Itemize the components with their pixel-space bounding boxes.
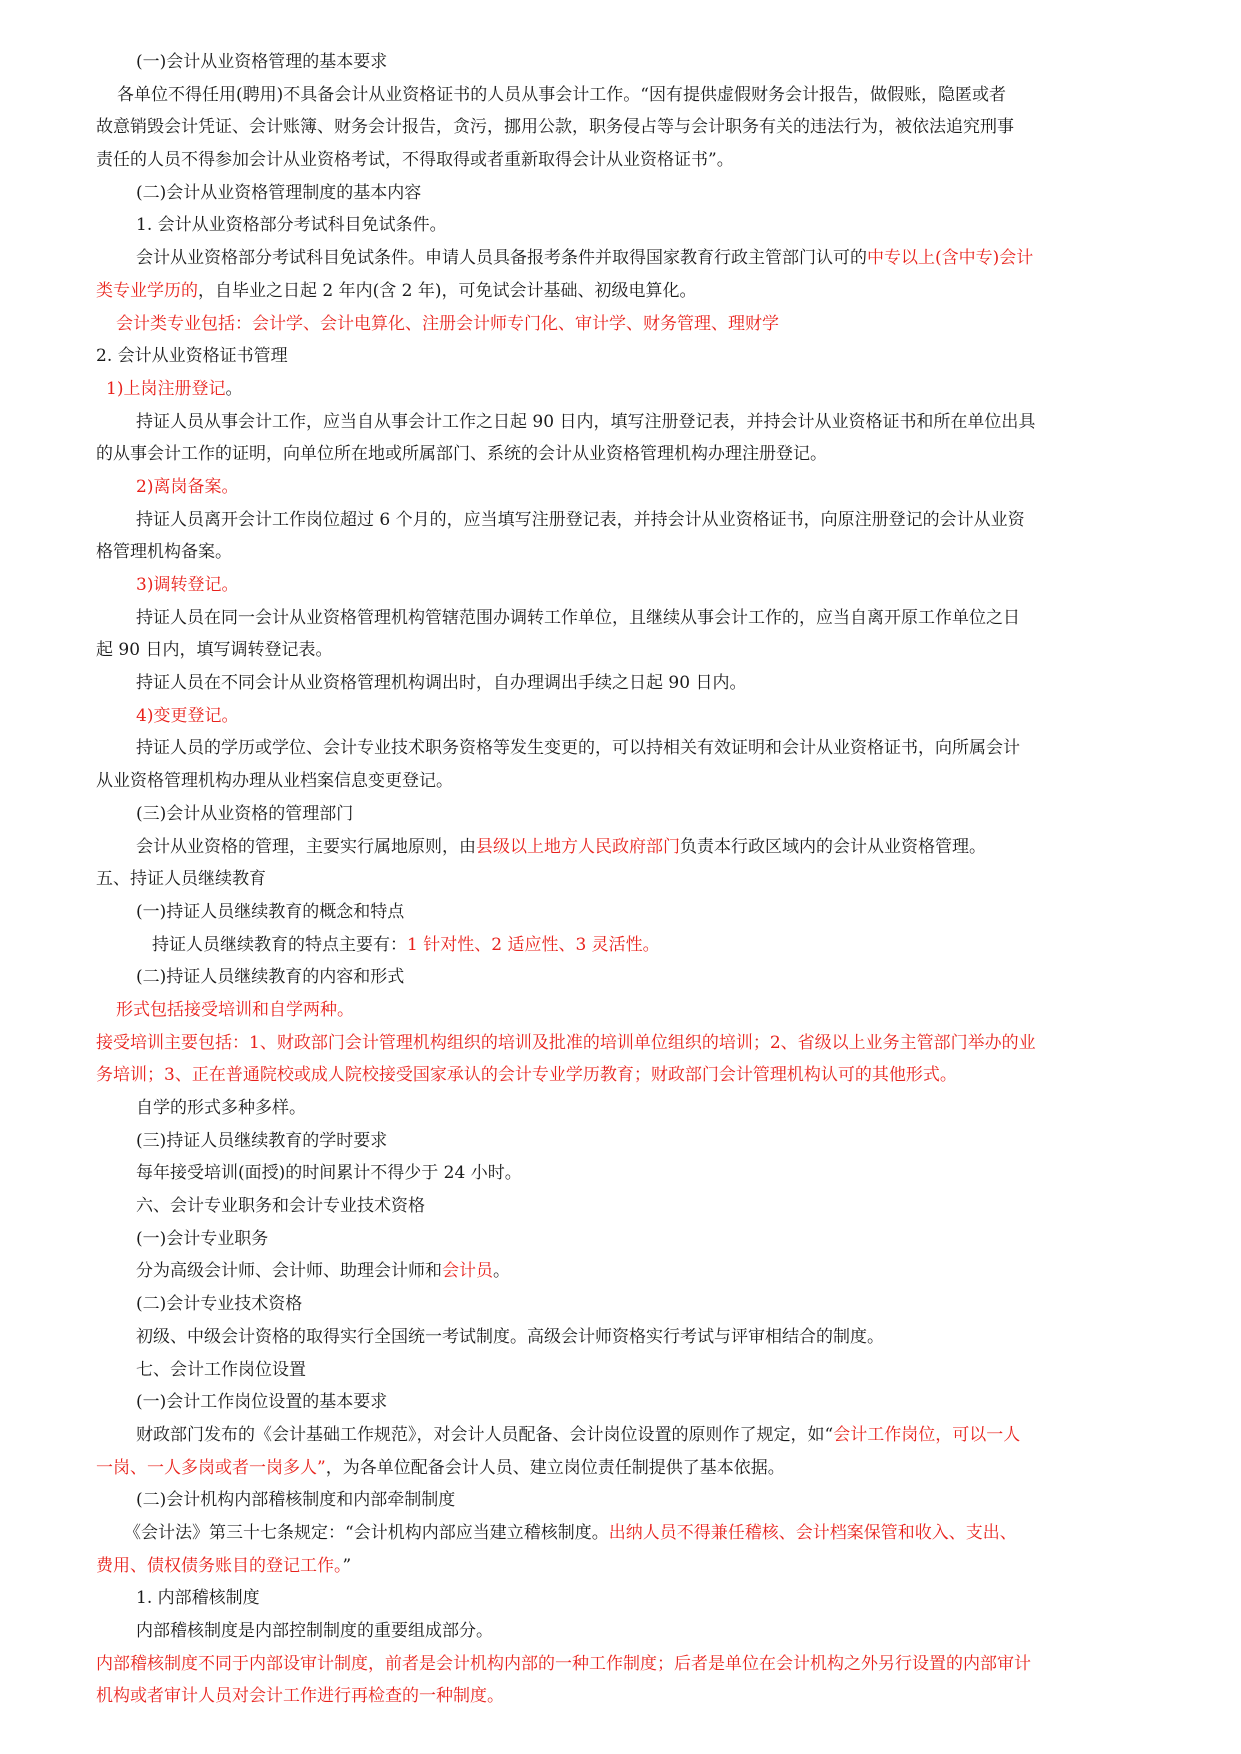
text-line (96, 79, 1111, 112)
text-line (96, 1027, 1111, 1060)
text-line (96, 1484, 1111, 1517)
emphasis-text: 机构或者审计人员对会计工作进行再检查的一种制度。 (96, 1686, 504, 1707)
body-text: 各单位不得任用(聘用)不具备会计从业资格证书的人员从事会计工作。“因有提供虚假财务会计报告，做假账，隐匿或者 (117, 84, 1006, 105)
text-line (96, 732, 1111, 765)
text-line (96, 1680, 1111, 1713)
text-line (96, 1125, 1111, 1158)
text-line (96, 1517, 1111, 1550)
body-text: 1. 会计从业资格部分考试科目免试条件。 (136, 215, 447, 236)
emphasis-text: 形式包括接受培训和自学两种。 (116, 999, 354, 1020)
body-text: 分为高级会计师、会计师、助理会计师和 (136, 1261, 442, 1282)
body-text: 会计从业资格的管理，主要实行属地原则，由 (136, 836, 476, 857)
body-text: (三)会计从业资格的管理部门 (136, 803, 354, 824)
text-line (96, 177, 1111, 210)
text-line (96, 111, 1111, 144)
body-text: (一)会计工作岗位设置的基本要求 (136, 1392, 388, 1413)
text-line (96, 438, 1111, 471)
body-text: (一)会计专业职务 (136, 1228, 269, 1249)
text-line (96, 536, 1111, 569)
body-text: 的从事会计工作的证明，向单位所在地或所属部门、系统的会计从业资格管理机构办理注册登记。 (96, 444, 827, 465)
emphasis-text: 4)变更登记。 (136, 705, 239, 726)
body-text: 持证人员在不同会计从业资格管理机构调出时，自办理调出手续之日起 90 日内。 (136, 673, 747, 694)
body-text: 自学的形式多种多样。 (136, 1098, 306, 1118)
body-text: (一)持证人员继续教育的概念和特点 (136, 901, 405, 922)
body-text: 。 (225, 378, 243, 399)
text-line (96, 1223, 1111, 1256)
body-text: 负责本行政区域内的会计从业资格管理。 (680, 836, 986, 857)
body-text: 从业资格管理机构办理从业档案信息变更登记。 (96, 771, 453, 792)
emphasis-text: 务培训；3、正在普通院校或成人院校接受国家承认的会计专业学历教育；财政部门会计管理机构认可的其他形式。 (96, 1065, 957, 1086)
text-line (96, 1255, 1111, 1288)
body-text: 格管理机构备案。 (96, 542, 232, 563)
emphasis-text: 出纳人员不得兼任稽核、会计档案保管和收入、支出、 (608, 1522, 1017, 1543)
text-line (96, 863, 1111, 896)
body-text: 初级、中级会计资格的取得实行全国统一考试制度。高级会计师资格实行考试与评审相结合的制度。 (136, 1326, 884, 1347)
text-line (96, 667, 1111, 700)
body-text: 故意销毁会计凭证、会计账簿、财务会计报告，贪污，挪用公款，职务侵占等与会计职务有关的违法行为，被依法追究刑事 (96, 117, 1014, 138)
text-line (96, 1059, 1111, 1092)
text-line (96, 1550, 1111, 1583)
body-text: 起 90 日内，填写调转登记表。 (96, 640, 333, 661)
body-text: ，自毕业之日起 2 年内(含 2 年)，可免试会计基础、初级电算化。 (198, 280, 697, 301)
emphasis-text: 县级以上地方人民政府部门 (476, 836, 680, 857)
text-line (96, 700, 1111, 733)
body-text: ” (342, 1555, 352, 1576)
body-text: (一)会计从业资格管理的基本要求 (136, 52, 388, 72)
emphasis-text: 内部稽核制度不同于内部设审计制度，前者是会计机构内部的一种工作制度；后者是单位在会计机构之外另行设置的内部审计 (96, 1653, 1031, 1674)
text-line (96, 340, 1111, 373)
text-line (96, 1386, 1111, 1419)
text-line (96, 634, 1111, 667)
emphasis-text: 2)离岗备案。 (136, 476, 239, 497)
text-line (96, 144, 1111, 177)
body-text: 七、会计工作岗位设置 (136, 1359, 306, 1380)
text-line (96, 1582, 1111, 1615)
text-line (96, 46, 1111, 79)
text-line (96, 569, 1111, 602)
body-text: 《会计法》第三十七条规定：“会计机构内部应当建立稽核制度。 (124, 1522, 609, 1543)
emphasis-text: 类专业学历的 (96, 280, 198, 301)
body-text: 六、会计专业职务和会计专业技术资格 (136, 1196, 425, 1217)
text-line (96, 471, 1111, 504)
body-text: 持证人员从事会计工作，应当自从事会计工作之日起 90 日内，填写注册登记表，并持会计从业资格证书和所在单位出具 (136, 411, 1036, 432)
emphasis-text: 会计类专业包括：会计学、会计电算化、注册会计师专门化、审计学、财务管理、理财学 (116, 313, 779, 334)
body-text: 持证人员继续教育的特点主要有： (152, 934, 407, 955)
text-line (96, 1190, 1111, 1223)
body-text: 会计从业资格部分考试科目免试条件。申请人员具备报考条件并取得国家教育行政主管部门认可的 (136, 248, 867, 269)
text-line (96, 308, 1111, 341)
text-line (96, 1648, 1111, 1681)
body-text: 持证人员在同一会计从业资格管理机构管辖范围办调转工作单位，且继续从事会计工作的，应当自离开原工作单位之日 (136, 607, 1020, 628)
text-line (96, 1288, 1111, 1321)
emphasis-text: 3)调转登记。 (136, 575, 239, 595)
body-text: 持证人员离开会计工作岗位超过 6 个月的，应当填写注册登记表，并持会计从业资格证书，向原注册登记的会计从业资 (136, 509, 1025, 530)
text-line (96, 406, 1111, 439)
body-text: 每年接受培训(面授)的时间累计不得少于 24 小时。 (136, 1163, 522, 1184)
body-text: (二)会计专业技术资格 (136, 1294, 303, 1315)
body-text: 2. 会计从业资格证书管理 (96, 346, 288, 367)
text-line (96, 961, 1111, 994)
text-line (96, 896, 1111, 929)
text-line (96, 275, 1111, 308)
emphasis-text: 1)上岗注册登记 (106, 378, 226, 399)
emphasis-text: 会计员 (442, 1261, 493, 1282)
text-line (96, 765, 1111, 798)
emphasis-text: 费用、债权债务账目的登记工作。 (96, 1555, 343, 1576)
text-line (96, 373, 1111, 406)
text-line (96, 1354, 1111, 1387)
text-line (96, 1321, 1111, 1354)
text-line (96, 1452, 1111, 1485)
emphasis-text: 接受培训主要包括：1、财政部门会计管理机构组织的培训及批准的培训单位组织的培训；2、省级以上业务主管部门举办的业 (96, 1032, 1036, 1053)
text-line (96, 504, 1111, 537)
body-text: 责任的人员不得参加会计从业资格考试，不得取得或者重新取得会计从业资格证书”。 (96, 150, 734, 171)
text-line (96, 798, 1111, 831)
body-text: (二)会计机构内部稽核制度和内部牵制制度 (136, 1490, 456, 1511)
emphasis-text: 中专以上(含中专)会计 (867, 248, 1034, 269)
text-line (96, 929, 1111, 962)
body-text: (三)持证人员继续教育的学时要求 (136, 1130, 388, 1151)
text-line (96, 209, 1111, 242)
body-text: 财政部门发布的《会计基础工作规范》，对会计人员配备、会计岗位设置的原则作了规定，如“ (136, 1424, 834, 1445)
text-line (96, 1092, 1111, 1125)
text-line (96, 1615, 1111, 1648)
text-line (96, 1157, 1111, 1190)
text-line (96, 994, 1111, 1027)
text-line (96, 1419, 1111, 1452)
body-text: (二)会计从业资格管理制度的基本内容 (136, 182, 422, 203)
body-text: 五、持证人员继续教育 (96, 869, 266, 890)
body-text: 1. 内部稽核制度 (136, 1588, 260, 1609)
body-text: 持证人员的学历或学位、会计专业技术职务资格等发生变更的，可以持相关有效证明和会计从业资格证书，向所属会计 (136, 738, 1020, 759)
emphasis-text: 1 针对性、2 适应性、3 灵活性。 (407, 934, 660, 955)
emphasis-text: 一岗、一人多岗或者一岗多人” (96, 1457, 326, 1478)
body-text: (二)持证人员继续教育的内容和形式 (136, 967, 405, 988)
body-text: 内部稽核制度是内部控制制度的重要组成部分。 (136, 1621, 493, 1641)
emphasis-text: 会计工作岗位，可以一人 (833, 1424, 1021, 1445)
text-line (96, 242, 1111, 275)
body-text: ，为各单位配备会计人员、建立岗位责任制提供了基本依据。 (325, 1457, 785, 1478)
body-text: 。 (493, 1261, 510, 1282)
text-line (96, 602, 1111, 635)
text-line (96, 831, 1111, 864)
